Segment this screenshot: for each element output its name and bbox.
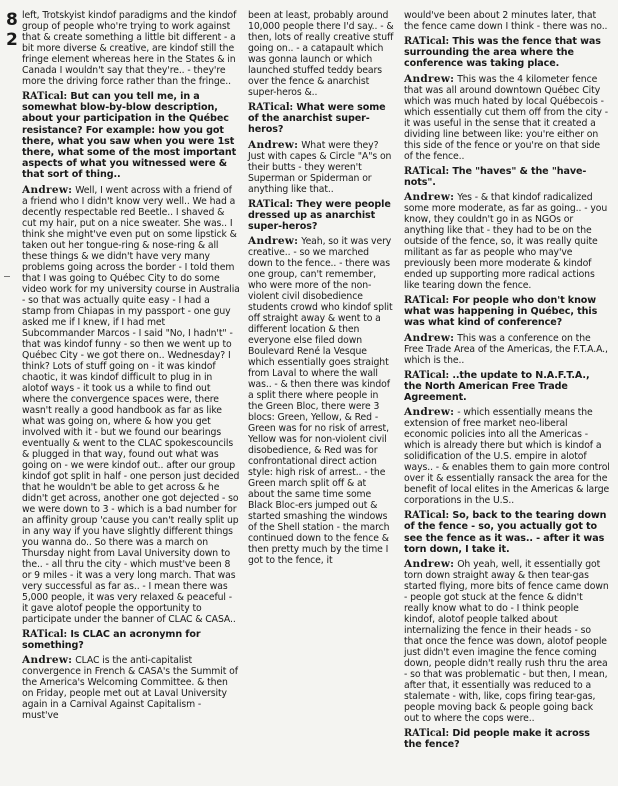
question-text: What were some of the anarchist super-heros? [248,102,386,136]
answer-text: Yes - & that kindof radicalized some more moderate, as far as going.. - you know, they couldn't go in as NGOs or anything like that - they had to be on the outside of the fence, so, it was really quite militant as far as people who may've previously been more moderate & kindof ended up supporting more radical actions like tearing down the fence. [404,192,608,292]
speaker-label-andrew: Andrew: [248,138,299,151]
speaker-label-ratical: RATical: [404,510,450,522]
body-paragraph: been at least, probably around 10,000 people there I'd say.. - & then, lots of really creative stuff going on.. - a catapault which was gonna launch or which launched stuffed teddy bears over the fence & anarchist super-heros &.. [248,10,394,98]
question-text: The "haves" & the "have-nots". [404,165,587,188]
interview-answer [404,559,610,724]
interview-question [404,295,610,329]
speaker-label-ratical: RATical: [248,198,294,210]
speaker-label-andrew: Andrew: [404,406,455,419]
answer-text: Well, I went across with a friend of a friend who I didn't know very well.. We had a decently respectable red Beetle.. I shaved & cut my hair, put on a nice sweater. She was.. I think she might've even put on some lipstick & taken out her tongue-ring & nose-ring & all these things & we didn't have very many problems going across the border - I told them that I was going to Québec City to do some video work for my university course in Australia - so that was actually quite easy - I had a stamp from Chiapas in my passport - one guy asked me if I knew, if I had met Subcommander Marcos - I said "No, I hadn't" - that was kindof funny - so then we went up to Québec City - we got there on.. Wednesday? I think? Lots of stuff going on - it was kindof chaotic, it was kindof difficult to plug in in alotof ways - it took us a while to find out where the convergence spaces were, there wasn't really a good handbook as far as like what was going on, where & how you get involved with it - but we found our bearings eventually & went to the CLAC spokescouncils & plugged in that way, found out what was going on - we were kindof out.. after our group kindof got split in half - one person just decided that he wouldn't be able to get across & he didn't get across, another one got dejected - so we were down to 3 - which is a bad number for an affinity group 'cause you can't really split up in any way if you have slightly different things you wanna do.. So there was a march on Thursday night from Laval University down to the.. - all thru the city - which must've been 8 or 9 miles - it was a very long march. That was very successful as far as.. - I mean there was 5,000 people, it was very relaxed & peaceful - it gave alotof people the opportunity to participate under the banner of CLAC & CASA.. [22,184,240,625]
answer-text: CLAC is the anti-capitalist convergence in French & CASA's the Summit of the America's Welcoming Committee. & then on Friday, people met out at Laval University again in a Carnival Against Capitalism - must've [22,655,238,722]
question-text: This was the fence that was surrounding the area where the conference was taking place. [404,36,601,70]
interview-answer [248,236,394,566]
speaker-label-ratical: RATical: [404,165,450,177]
text-column-2 [248,10,394,570]
interview-answer [404,333,610,366]
interview-question [22,91,240,181]
answer-text: This was a conference on the Free Trade Area of the Americas, the F.T.A.A., which is the.. [404,332,608,366]
speaker-label-andrew: Andrew: [22,654,73,667]
interview-answer [404,407,610,506]
magazine-page [8,10,610,780]
question-text: Did people make it across the fence? [404,728,590,751]
speaker-label-andrew: Andrew: [404,191,455,204]
interview-answer [404,74,610,162]
interview-question [404,36,610,70]
question-text: Is CLAC an acronymn for something? [22,628,201,651]
speaker-label-ratical: RATical: [248,102,294,113]
speaker-label-ratical: RATical: [404,728,450,740]
interview-answer [22,655,240,721]
answer-text: Yeah, so it was very creative.. - so we marched down to the fence.. - there was one group, can't remember, who were more of the non-violent civil disobedience students crowd who kindof split off straight away & went to a different location & then everyone else filed down Boulevard René la Vesque which essentially goes straight from Laval to where the wall was.. - & then there was kindof a split there where people in the Green Bloc, there were 3 blocs: Green, Yellow, & Red - Green was for no risk of arrest, Yellow was for non-violent civil disobedience, & Red was for confrontational direct action style: high risk of arrest.. - the Green march split off & at about the same time some Black Bloc-ers jumped out & started smashing the windows of the Shell station - the march continued down to the fence & then pretty much by the time I got to the fence, it [248,236,393,567]
speaker-label-ratical: RATical: [22,91,68,102]
answer-text: Oh yeah, well, it essentially got torn down straight away & then tear-gas started flying, more bits of fence came down - people got stuck at the fence & didn't really know what to do - I think people kindof, alotof people talked about internalizing the fence in their heads - so that once the fence was down, alotof people just didn't even imagine the fence coming down, people didn't really rush thru the area - so that was problematic - but then, I mean, after that, it essentially was reduced to a stalemate - with, like, cops firing tear-gas, people moving back & people going back out to where the cops were.. [404,559,609,725]
interview-question [404,728,610,750]
text-column-3 [404,10,610,754]
question-text: But can you tell me, in a somewhat blow-by-blow description, about your participation in the Québec resistance? For example: how you got there, what you saw when you were 1st there, what some of the most important aspects of what you witnessed were & that sort of thing.. [22,91,237,181]
page-number-digit: 2 [6,30,18,50]
speaker-label-ratical: RATical: [22,628,68,640]
speaker-label-ratical: RATical: [404,36,450,47]
speaker-label-andrew: Andrew: [404,558,455,571]
question-text: ..the update to N.A.F.T.A., the North American Free Trade Agreement. [404,369,590,404]
page-number-digit: 8 [6,10,18,30]
speaker-label-andrew: Andrew: [404,331,455,344]
body-paragraph: left, Trotskyist kindof paradigms and the kindof group of people who're trying to work against that & create something a little bit different - a bit more diverse & creative, are kindof still the fringe element whereas here in the States & in Canada I wouldn't say that they're.. - they're more the driving force rather than the fringe.. [22,10,237,87]
speaker-label-andrew: Andrew: [404,72,455,85]
body-paragraph: would've been about 2 minutes later, that the fence came down I think - there was no.. [404,10,608,32]
answer-text: - which essentially means the extension of free market neo-liberal economic policies into all the Americas - which is already there but which is kindof a solidification of the U.S. empire in alotof ways.. - & enables them to gain more control over it & essentially ransack the area for the benefit of local elites in the Americas & large corporations in the U.S.. [404,407,610,507]
speaker-label-ratical: RATical: [404,295,450,307]
answer-text: This was the 4 kilometer fence that was all around downtown Québec City which was much hated by local Québecois - which essentially cut them off from the city - it was useful in the sense that it created a dividing line between like: you're either on this side of the fence or you're on that side of the fence.. [404,73,609,162]
interview-question [404,510,610,555]
question-text: For people who don't know what was happening in Québec, this was what kind of conference? [404,295,598,329]
interview-answer [248,140,394,195]
interview-question [22,629,240,651]
interview-answer [404,192,610,291]
question-text: They were people dressed up as anarchist super-heros? [248,198,391,233]
interview-answer [22,185,240,625]
interview-question [248,199,394,233]
answer-text: What were they? Just with capes & Circle "A"s on their butts - they weren't Superman or Spiderman or anything like that.. [248,139,392,195]
interview-question [404,166,610,188]
speaker-label-andrew: Andrew: [248,235,299,248]
text-column-1 [8,10,240,725]
speaker-label-ratical: RATical: [404,369,450,381]
speaker-label-andrew: Andrew: [22,183,73,196]
interview-question [248,102,394,136]
interview-question [404,370,610,404]
question-text: So, back to the tearing down of the fence - so, you actually got to see the fence as it was.. - after it was torn down, I take it. [404,510,607,555]
